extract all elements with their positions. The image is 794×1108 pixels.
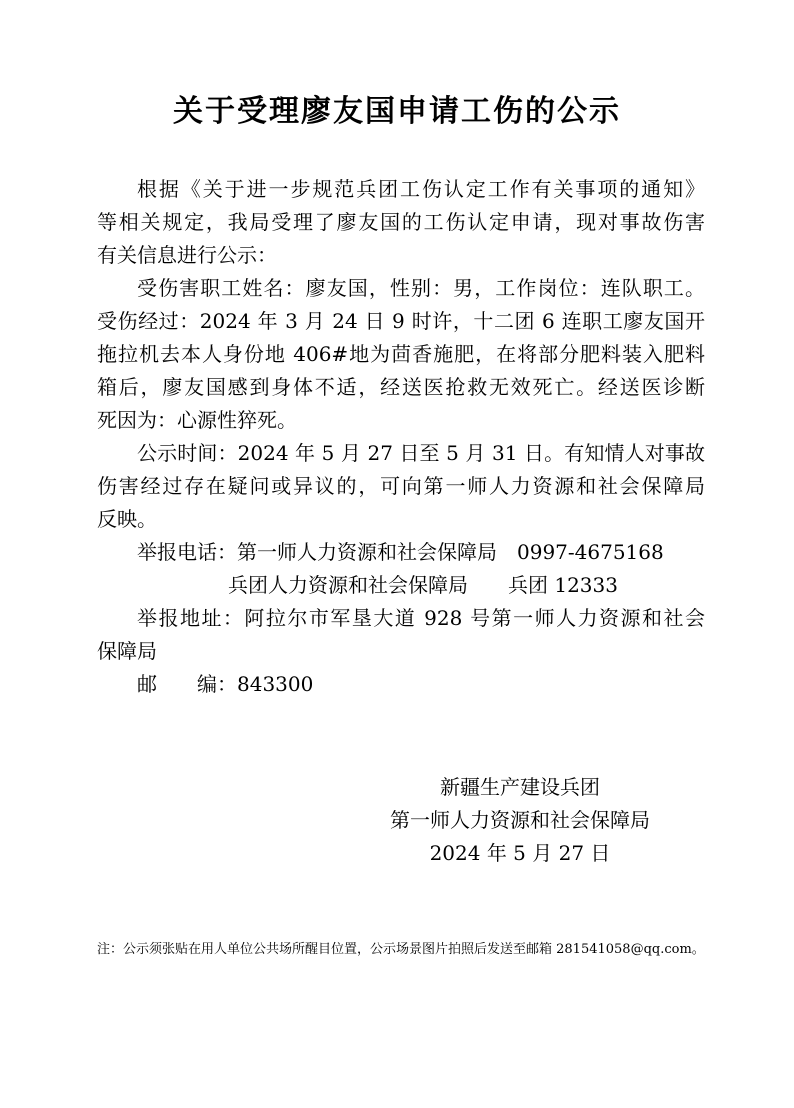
- body-line: 反映。: [97, 507, 157, 531]
- body-line: 箱后，廖友国感到身体不适，经送医抢救无效死亡。经送医诊断: [97, 375, 705, 399]
- body-line-report-phone: 举报电话：第一师人力资源和社会保障局 0997-4675168: [137, 540, 664, 564]
- body-line: 死因为：心源性猝死。: [97, 408, 297, 432]
- body-line: 拖拉机去本人身份地 406#地为茴香施肥，在将部分肥料装入肥料: [97, 342, 705, 366]
- body-line: 根据《关于进一步规范兵团工伤认定工作有关事项的通知》: [137, 177, 705, 201]
- body-line-report-address: 举报地址：阿拉尔市军垦大道 928 号第一师人力资源和社会: [137, 606, 705, 630]
- body-line: 保障局: [97, 639, 157, 663]
- signature-date: 2024 年 5 月 27 日: [429, 841, 611, 865]
- body-line-postcode: 邮 编：843300: [137, 672, 314, 696]
- body-line: 受伤害职工姓名：廖友国，性别：男，工作岗位：连队职工。: [137, 276, 705, 300]
- body-line: 等相关规定，我局受理了廖友国的工伤认定申请，现对事故伤害: [97, 210, 705, 234]
- document-body: [97, 173, 705, 701]
- body-line: 有关信息进行公示：: [97, 243, 277, 267]
- signature-org-2: 第一师人力资源和社会保障局: [390, 808, 650, 832]
- body-line: 受伤经过：2024 年 3 月 24 日 9 时许，十二团 6 连职工廖友国开: [97, 309, 705, 333]
- body-line-report-phone-2: 兵团人力资源和社会保障局 兵团 12333: [228, 573, 618, 597]
- footnote: 注：公示须张贴在用人单位公共场所醒目位置，公示场景图片拍照后发送至邮箱 281541058@qq.com。: [97, 942, 705, 957]
- signature-block: [330, 771, 710, 870]
- page-title: 关于受理廖友国申请工伤的公示: [173, 94, 621, 129]
- signature-org-1: 新疆生产建设兵团: [440, 775, 600, 799]
- body-line: 伤害经过存在疑问或异议的，可向第一师人力资源和社会保障局: [97, 474, 705, 498]
- body-line: 公示时间：2024 年 5 月 27 日至 5 月 31 日。有知情人对事故: [137, 441, 705, 465]
